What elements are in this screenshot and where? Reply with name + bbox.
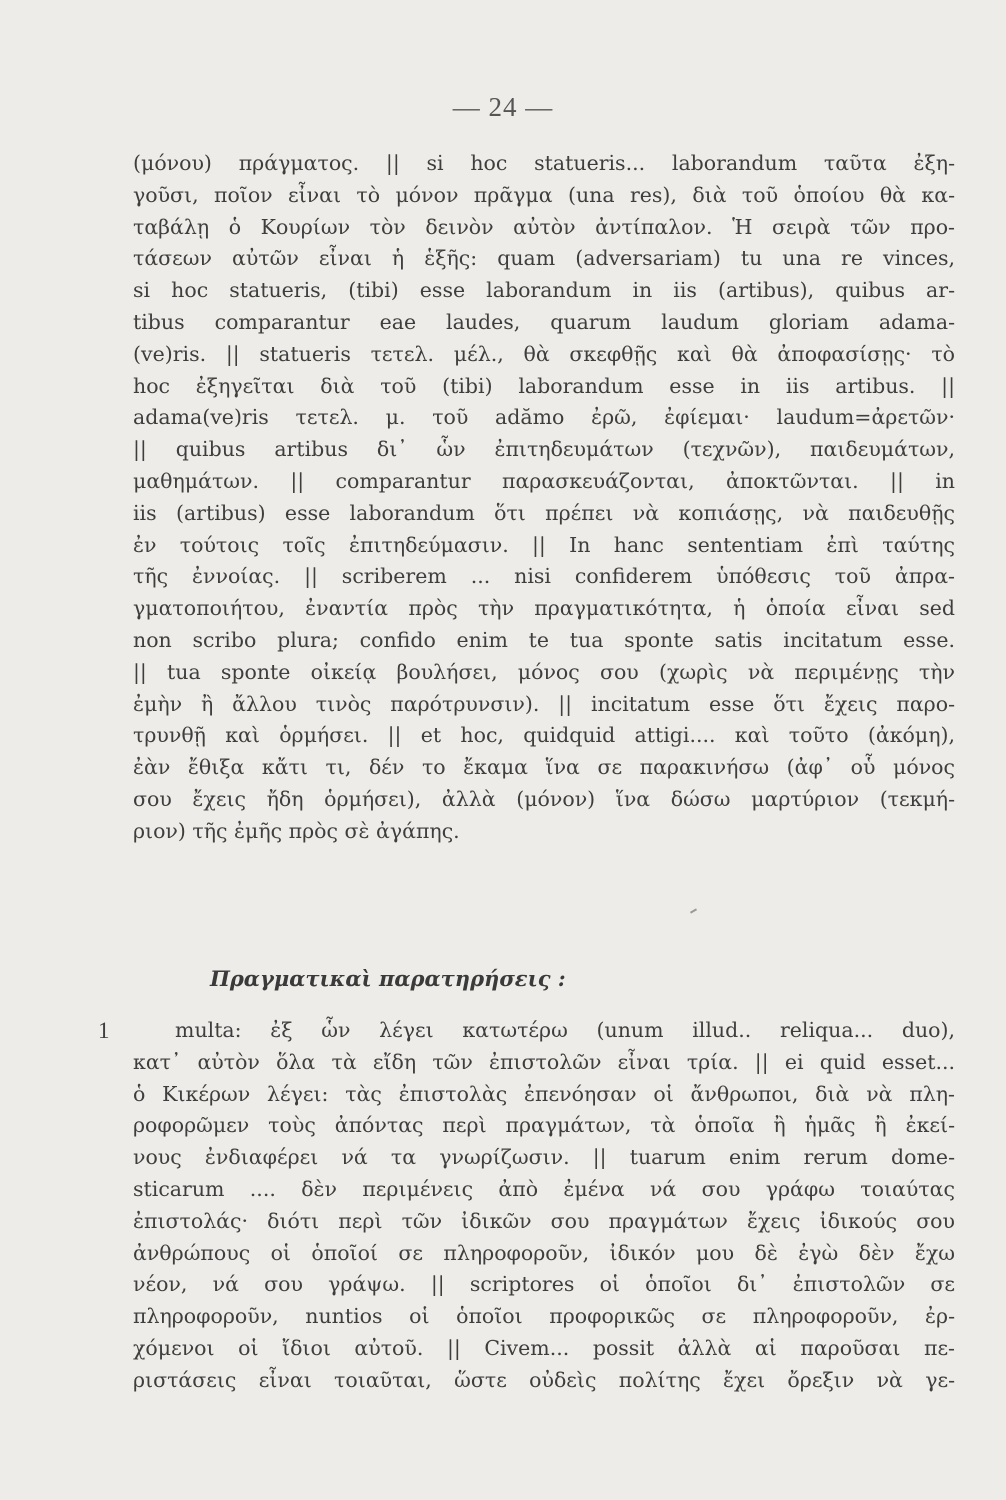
text-line: γματοποιήτου, ἐναντία πρὸς τὴν πραγματικότητα, ἡ ὁποία εἶναι sed: [133, 596, 955, 621]
text-line: sticarum .... δὲν περιμένεις ἀπὸ ἐμένα νά σου γράφω τοιαύτας: [133, 1176, 955, 1201]
text-line: hoc ἐξηγεῖται διὰ τοῦ (tibi) laborandum esse in iis artibus. ||: [133, 373, 955, 398]
text-line: ἀνθρώπους οἱ ὁποῖοί σε πληροφοροῦν, ἰδικόν μου δὲ ἐγὼ δὲν ἔχω: [133, 1240, 955, 1265]
text-line: iis (artibus) esse laborandum ὅτι πρέπει νὰ κοπιάσῃς, νὰ παιδευθῇς: [133, 500, 955, 525]
text-line: si hoc statueris, (tibi) esse laborandum in iis (artibus), quibus ar-: [133, 278, 955, 303]
text-line: ἐπιστολάς· διότι περὶ τῶν ἰδικῶν σου πραγμάτων ἔχεις ἰδικούς σου: [133, 1208, 955, 1233]
main-text: [133, 148, 955, 848]
text-line: χόμενοι οἱ ἴδιοι αὐτοῦ. || Civem... possit ἀλλὰ αἱ παροῦσαι πε-: [133, 1335, 955, 1360]
text-line: νους ἐνδιαφέρει νά τα γνωρίζωσιν. || tuarum enim rerum dome-: [133, 1145, 955, 1170]
text-line: σου ἔχεις ἤδη ὁρμήσει), ἀλλὰ (μόνον) ἵνα δώσω μαρτύριον (τεκμή-: [133, 786, 955, 811]
text-line: γοῦσι, ποῖον εἶναι τὸ μόνον πρᾶγμα (una res), διὰ τοῦ ὁποίου θὰ κα-: [133, 182, 955, 207]
page-number: — 24 —: [452, 92, 554, 122]
text-line: tibus comparantur eae laudes, quarum laudum gloriam adama-: [133, 309, 955, 334]
text-line: ριστάσεις εἶναι τοιαῦται, ὥστε οὐδεὶς πολίτης ἔχει ὄρεξιν νὰ γε-: [133, 1367, 955, 1392]
text-line: ριον) τῆς ἐμῆς πρὸς σὲ ἀγάπης.: [133, 818, 460, 843]
text-line: ἐὰν ἔθιξα κἄτι τι, δέν το ἔκαμα ἵνα σε παρακινήσω (ἀφ᾽ οὗ μόνος: [133, 755, 955, 780]
text-line: νέον, νά σου γράψω. || scriptores οἱ ὁποῖοι δι᾽ ἐπιστολῶν σε: [133, 1272, 955, 1297]
text-line: ροφορῶμεν τοὺς ἀπόντας περὶ πραγμάτων, τὰ ὁποῖα ἢ ἡμᾶς ἢ ἐκεί-: [133, 1113, 955, 1138]
text-line: || quibus artibus δι᾽ ὧν ἐπιτηδευμάτων (τεχνῶν), παιδευμάτων,: [133, 437, 955, 462]
notes-text: [133, 1015, 955, 1397]
text-line: (μόνου) πράγματος. || si hoc statueris... laborandum ταῦτα ἐξη-: [133, 151, 955, 175]
text-line: (ve)ris. || statueris τετελ. μέλ., θὰ σκεφθῇς καὶ θὰ ἀποφασίσῃς· τὸ: [133, 341, 955, 366]
text-line: || tua sponte οἰκείᾳ βουλήσει, μόνος σου (χωρὶς νὰ περιμένῃς τὴν: [133, 659, 955, 684]
text-line: adama(ve)ris τετελ. μ. τοῦ adămo ἐρῶ, ἐφίεμαι· laudum=ἀρετῶν·: [133, 405, 955, 430]
text-line: τάσεων αὐτῶν εἶναι ἡ ἑξῆς: quam (adversariam) tu una re vinces,: [133, 246, 955, 271]
text-line: ὁ Κικέρων λέγει: τὰς ἐπιστολὰς ἐπενόησαν οἱ ἄνθρωποι, διὰ νὰ πλη-: [133, 1081, 955, 1106]
text-line: μαθημάτων. || comparantur παρασκευάζονται, ἀποκτῶνται. || in: [133, 468, 955, 493]
text-line: ταβάλῃ ὁ Κουρίων τὸν δεινὸν αὐτὸν ἀντίπαλον. Ἡ σειρὰ τῶν προ-: [133, 214, 955, 239]
text-line: ἐμὴν ἢ ἄλλου τινὸς παρότρυνσιν). || incitatum esse ὅτι ἔχεις παρο-: [133, 691, 955, 716]
text-line: πληροφοροῦν, nuntios οἱ ὁποῖοι προφορικῶς σε πληροφοροῦν, ἐρ-: [133, 1304, 955, 1329]
stray-mark: [690, 908, 697, 913]
text-line: κατ᾽ αὐτὸν ὅλα τὰ εἴδη τῶν ἐπιστολῶν εἶναι τρία. || ei quid esset...: [133, 1049, 955, 1074]
text-line: τῆς ἐννοίας. || scriberem ... nisi confiderem ὑπόθεσις τοῦ ἀπρα-: [133, 564, 955, 589]
note-number: 1: [98, 1018, 110, 1043]
text-line: ἐν τούτοις τοῖς ἐπιτηδεύμασιν. || In hanc sententiam ἐπὶ ταύτης: [133, 532, 955, 557]
text-line: non scribo plura; confido enim te tua sponte satis incitatum esse.: [133, 627, 955, 652]
text-line: multa: ἐξ ὧν λέγει κατωτέρω (unum illud.. reliqua... duo),: [175, 1018, 955, 1042]
section-heading: Πραγματικαὶ παρατηρήσεις :: [210, 966, 566, 991]
text-line: τρυνθῇ καὶ ὁρμήσει. || et hoc, quidquid attigi.... καὶ τοῦτο (ἀκόμη),: [133, 723, 955, 748]
